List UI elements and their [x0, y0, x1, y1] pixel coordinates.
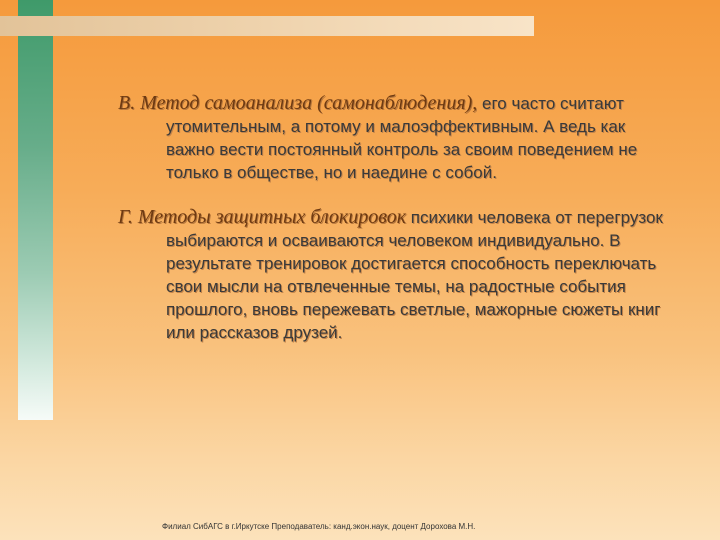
- paragraph-lead: Г. Методы защитных блокировок: [118, 206, 407, 228]
- paragraph-protective-blocking: [118, 206, 678, 344]
- slide-footer: Филиал СибАГС в г.Иркутске Преподаватель: канд.экон.наук, доцент Дорохова М.Н.: [162, 522, 476, 531]
- horizontal-accent-bar: [0, 16, 534, 36]
- paragraph-lead: В. Метод самоанализа (самонаблюдения),: [118, 92, 478, 114]
- paragraph-text: психики человека от перегрузок выбираются и осваиваются человеком индивидуально. В результате тренировок достигается способность переключать свои мысли на отвлеченные темы, на радостные события прошлого, вновь пережевать светлые, мажорные сюжеты книг или рассказов друзей.: [166, 208, 663, 342]
- slide-content: [118, 92, 678, 366]
- vertical-accent-bar: [18, 0, 53, 420]
- paragraph-self-analysis: [118, 92, 678, 184]
- paragraph-text: его часто считают утомительным, а потому и малоэффективным. А ведь как важно вести постоянный контроль за своим поведением не только в обществе, но и наедине с собой.: [166, 94, 638, 182]
